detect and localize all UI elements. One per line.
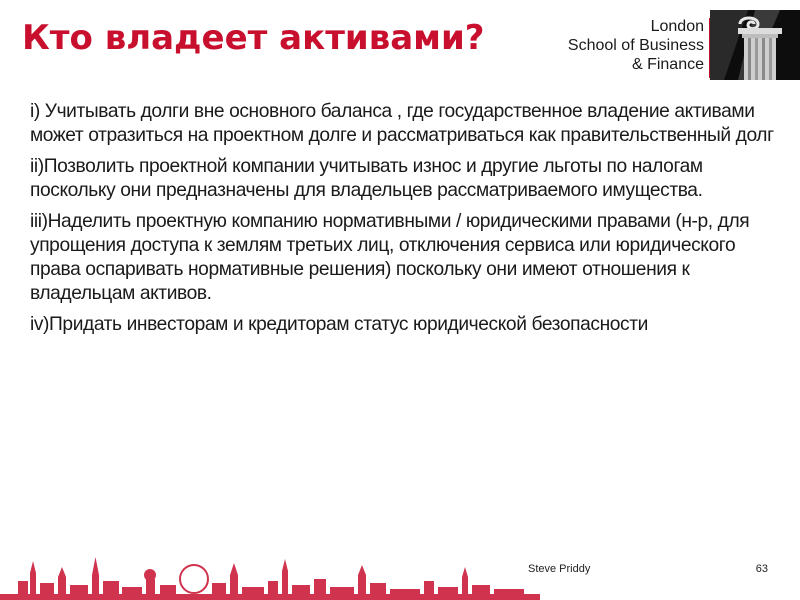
- list-item: i) Учитывать долги вне основного баланса , где государственное владение активами может отразиться на проектном долге и рассматриваться как правительственный долг: [30, 101, 774, 146]
- slide-title: Кто владеет активами?: [22, 18, 485, 58]
- logo-line-1: London: [650, 18, 704, 35]
- city-skyline-decoration: [0, 545, 540, 600]
- logo-text: [562, 17, 704, 74]
- school-logo: [562, 10, 800, 80]
- list-item: ii)Позволить проектной компании учитывать износ и другие льготы по налогам поскольку они предназначены для владельцев рассматриваемого имущества.: [30, 156, 703, 201]
- list-item: iii)Наделить проектную компанию нормативными / юридическими правами (н-р, для упрощения доступа к землям третьих лиц, отключения сервиса или юридического права оспаривать нормативные решения) поскольку они имеют отношения к владельцам активов.: [30, 211, 750, 304]
- footer-author: Steve Priddy: [528, 563, 591, 575]
- column-icon: [710, 10, 800, 80]
- logo-line-2: School of Business: [567, 37, 704, 54]
- page-number: 63: [755, 563, 768, 575]
- logo-line-3: & Finance: [631, 56, 704, 73]
- list-item: iv)Придать инвесторам и кредиторам статус юридической безопасности: [30, 314, 648, 335]
- slide-body: [30, 100, 790, 344]
